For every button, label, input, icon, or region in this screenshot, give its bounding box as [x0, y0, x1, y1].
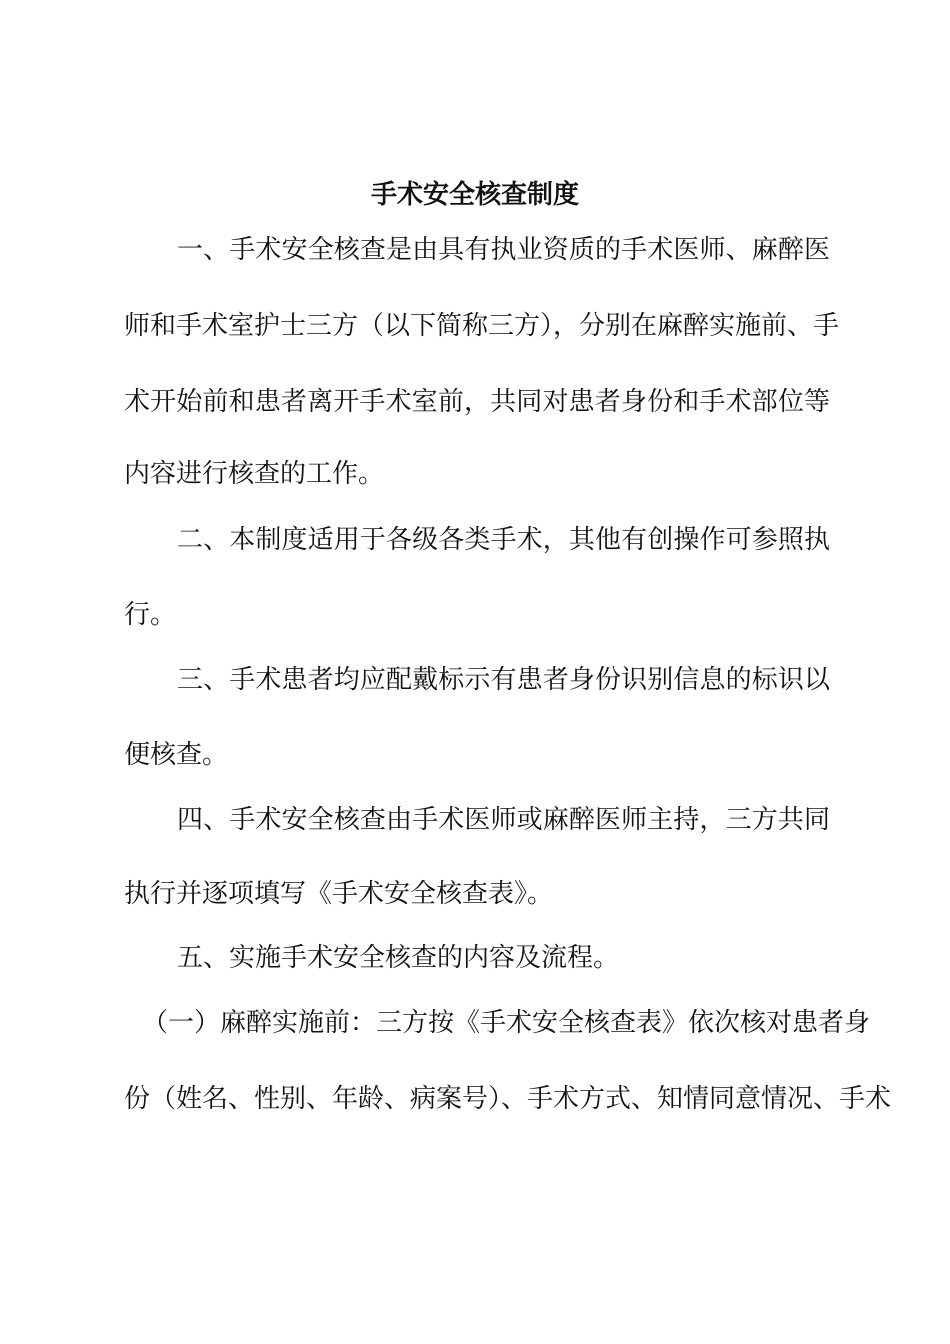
paragraph-6-line-1: （一）麻醉实施前：三方按《手术安全核查表》依次核对患者身 [142, 1008, 871, 1038]
paragraph-1-line-4: 内容进行核查的工作。 [124, 459, 385, 489]
paragraph-5-line-1: 五、实施手术安全核查的内容及流程。 [177, 943, 620, 973]
document-title: 手术安全核查制度 [370, 180, 579, 210]
paragraph-1-line-1: 一、手术安全核查是由具有执业资质的手术医师、麻醉医 [177, 235, 830, 265]
paragraph-3-line-2: 便核查。 [124, 740, 229, 770]
paragraph-1-line-3: 术开始前和患者离开手术室前，共同对患者身份和手术部位等 [124, 387, 830, 417]
paragraph-1-line-2: 师和手术室护士三方（以下简称三方），分别在麻醉实施前、手 [124, 311, 840, 341]
paragraph-2-line-1: 二、本制度适用于各级各类手术，其他有创操作可参照执 [177, 525, 830, 555]
paragraph-2-line-2: 行。 [124, 600, 177, 630]
paragraph-4-line-1: 四、手术安全核查由手术医师或麻醉医师主持，三方共同 [177, 805, 830, 835]
paragraph-3-line-1: 三、手术患者均应配戴标示有患者身份识别信息的标识以 [177, 665, 830, 695]
paragraph-4-line-2: 执行并逐项填写《手术安全核查表》。 [124, 879, 554, 909]
paragraph-6-line-2: 份（姓名、性别、年龄、病案号）、手术方式、知情同意情况、手术 [124, 1084, 892, 1114]
